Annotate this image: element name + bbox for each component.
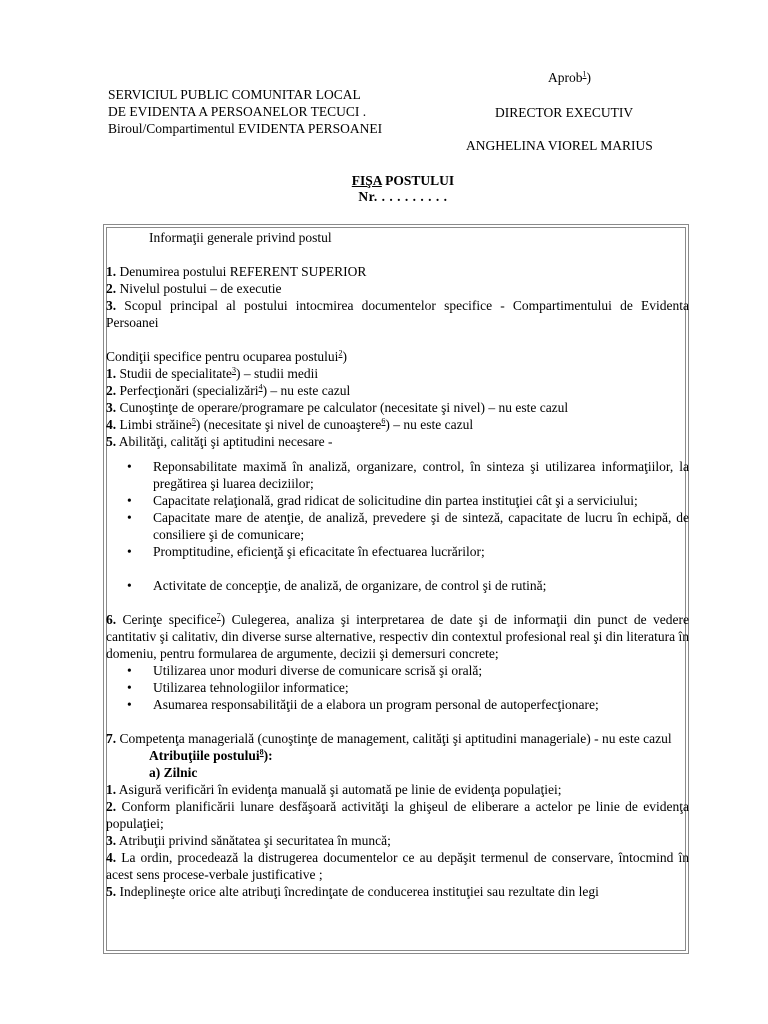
condition-item: 3. Cunoştinţe de operare/programare pe calculator (necesitate şi nivel) – nu este cazul [106, 400, 569, 415]
condition-item: 2. Perfecţionări (specializări$^4$) – nu este cazul [106, 382, 351, 398]
duty-item: 3. Atribuţii privind sănătatea şi securitatea în muncă; [106, 833, 391, 848]
list-item: • Activitate de concepţie, de analiză, de organizare, de control şi de rutină; [127, 578, 547, 593]
institution-line: SERVICIUL PUBLIC COMUNITAR LOCAL [108, 87, 361, 102]
general-heading: Informaţii generale privind postul [149, 230, 332, 245]
list-item: • Promptitudine, eficienţă şi eficacitate în efectuarea lucrărilor; [127, 544, 485, 559]
director-title: DIRECTOR EXECUTIV [495, 105, 634, 120]
director-name: ANGHELINA VIOREL MARIUS [466, 138, 653, 153]
duties-heading: Atribuţiile postului$^8$): [149, 747, 273, 763]
general-item: 2. Nivelul postului – de executie [106, 281, 282, 296]
list-item: • Capacitate relaţională, grad ridicat de solicitudine din partea instituţiei cât şi a serviciului; [127, 493, 638, 508]
general-item: 3. Scopul principal al postului intocmirea documentelor specifice - Compartimentului de Evidenta Persoanei [106, 298, 689, 330]
approve-label: Aprob$^1$) [548, 69, 591, 85]
footnote-ref: 1 [582, 69, 587, 79]
institution-header [108, 86, 382, 137]
duty-item: 1. Asigură verificări în evidenţa manuală şi automată pe linie de evidenţa populaţiei; [106, 782, 562, 797]
title-underlined: FIŞA [351, 173, 382, 188]
general-item: 1. Denumirea postului REFERENT SUPERIOR [106, 264, 367, 279]
institution-line: Biroul/Compartimentul EVIDENTA PERSOANEI [108, 121, 383, 136]
condition-item: 1. Studii de specialitate$^3$) – studii medii [106, 365, 319, 381]
list-item: • Utilizarea tehnologiilor informatice; [127, 680, 349, 695]
abilities-list-extra [106, 577, 689, 594]
duties-subheading: a) Zilnic [149, 765, 198, 780]
duty-item: 2. Conform planificării lunare desfăşoară activităţi la ghişeul de eliberare a actelor pe linie de evidenţa populaţiei; [106, 799, 689, 831]
institution-line: DE EVIDENTA A PERSOANELOR TECUCI . [108, 104, 367, 119]
document-title [0, 172, 768, 189]
duty-item: 5. Indeplineşte orice alte atribuţi încredinţate de conducerea instituţiei sau rezultate din legi [106, 884, 599, 899]
list-item: • Capacitate mare de atenţie, de analiză, prevedere şi de sinteză, capacitate de lucru în echipă, de consiliere şi de comunicare; [127, 510, 689, 542]
list-item: • Utilizarea unor moduri diverse de comunicare scrisă şi orală; [127, 663, 483, 678]
approve-text: Aprob [548, 70, 583, 85]
condition-item: 5. Abilităţi, calităţi şi aptitudini necesare - [106, 434, 333, 449]
requirements-paragraph: 6. Cerinţe specifice$^7$) Culegerea, analiza şi interpretarea de date şi de informaţii din punct de vedere cantitativ şi calitativ, din diverse surse alternative, respectiv din contextul profesional real şi din literatura în domeniu, pentru formularea de argumente, decizii şi demersuri concrete; [106, 611, 689, 661]
title-rest: POSTULUI [381, 173, 455, 188]
condition-item: 4. Limbi străine$^5$) (necesitate şi nivel de cunoaştere$^6$) – nu este cazul [106, 416, 474, 432]
duty-item: 4. La ordin, procedează la distrugerea documentelor ce au depăşit termenul de conservare, întocmind în acest sens procese-verbale justificative ; [106, 850, 689, 882]
competence-paragraph: 7. Competenţa managerială (cunoştinţe de management, calităţi şi aptitudini manageriale) - nu este cazul [106, 731, 672, 746]
document-number: Nr. . . . . . . . . . [358, 189, 448, 204]
requirements-list [106, 662, 689, 713]
job-description-content [106, 229, 689, 900]
abilities-list [106, 458, 689, 560]
list-item: • Asumarea responsabilităţii de a elabora un program personal de autoperfecţionare; [127, 697, 599, 712]
list-item: • Reponsabilitate maximă în analiză, organizare, control, în sinteza şi utilizarea informaţiilor, la pregătirea şi luarea deciziilor; [127, 459, 689, 491]
conditions-heading: Condiţii specifice pentru ocuparea postului$^2$) [106, 348, 347, 364]
